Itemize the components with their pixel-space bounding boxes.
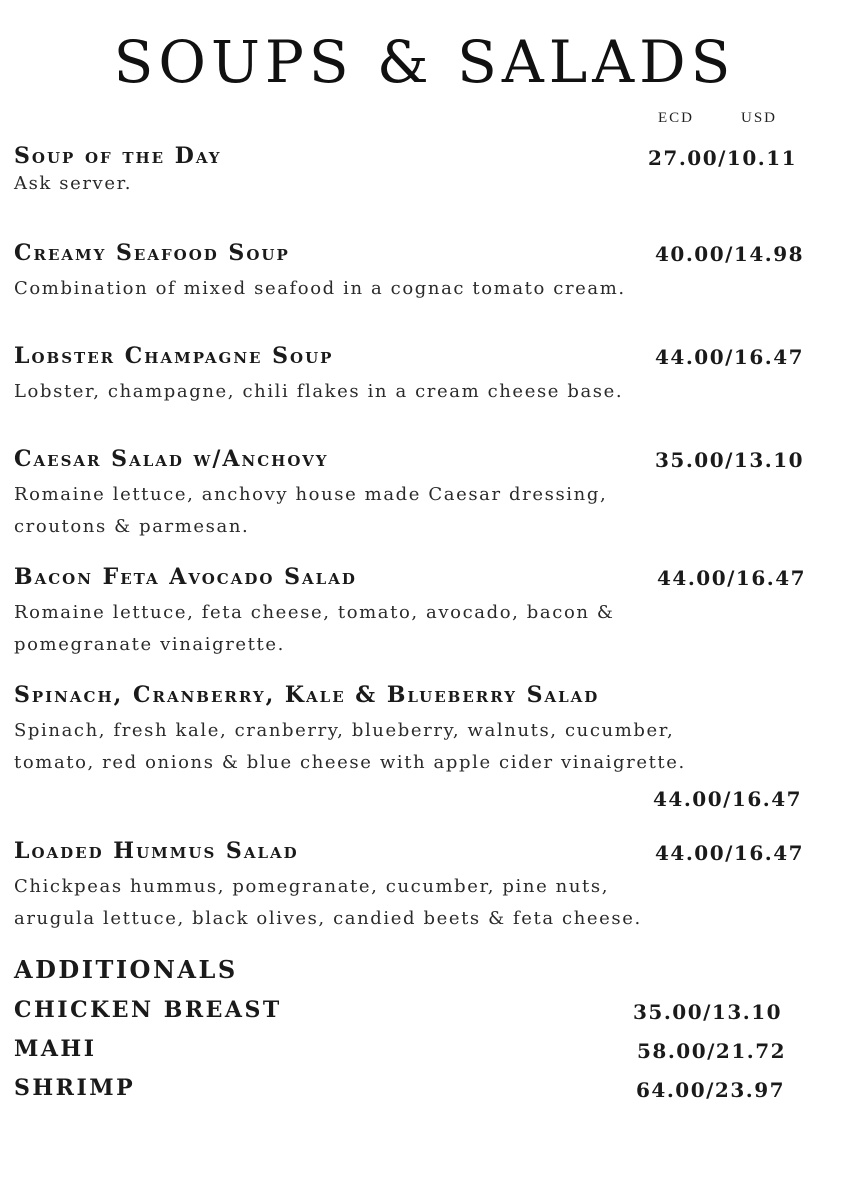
additional-item-name: SHRIMP [14,1075,136,1101]
page-title: SOUPS & SALADS [113,28,736,96]
menu-item-name: Creamy Seafood Soup [14,240,290,266]
menu-item-price: 27.00/10.11 [648,146,798,170]
menu-item-name: Spinach, Cranberry, Kale & Blueberry Salad [14,682,600,708]
menu-item-description: Spinach, fresh kale, cranberry, blueberry, walnuts, cucumber, [14,720,675,741]
menu-item-name: Soup of the Day [14,143,222,169]
additional-item-price: 64.00/23.97 [636,1078,786,1102]
additional-item-price: 58.00/21.72 [637,1039,787,1063]
menu-item-description: arugula lettuce, black olives, candied beets & feta cheese. [14,908,642,929]
menu-item-description: croutons & parmesan. [14,516,250,537]
menu-item-name: Bacon Feta Avocado Salad [14,564,357,590]
menu-item-price: 44.00/16.47 [653,787,803,811]
menu-item-name: Lobster Champagne Soup [14,343,334,369]
menu-item-price: 35.00/13.10 [655,448,805,472]
menu-item-description: Chickpeas hummus, pomegranate, cucumber, pine nuts, [14,876,610,897]
additional-item-name: CHICKEN BREAST [14,997,282,1023]
menu-item-description: Romaine lettuce, anchovy house made Caesar dressing, [14,484,608,505]
menu-item-description: Romaine lettuce, feta cheese, tomato, avocado, bacon & [14,602,615,623]
menu-item-description: Combination of mixed seafood in a cognac tomato cream. [14,278,626,299]
menu-item-description: pomegranate vinaigrette. [14,634,285,655]
additional-item-name: MAHI [14,1036,97,1062]
menu-item-price: 44.00/16.47 [655,345,805,369]
menu-item-price: 44.00/16.47 [657,566,807,590]
additional-item-price: 35.00/13.10 [633,1000,783,1024]
currency-label-ecd: ECD [658,110,694,126]
menu-item-description: Lobster, champagne, chili flakes in a cream cheese base. [14,381,624,402]
additionals-heading: ADDITIONALS [14,955,238,984]
menu-item-name: Loaded Hummus Salad [14,838,299,864]
menu-item-price: 44.00/16.47 [655,841,805,865]
currency-label-usd: USD [741,110,778,126]
menu-item-description: tomato, red onions & blue cheese with apple cider vinaigrette. [14,752,686,773]
menu-item-description: Ask server. [14,173,133,194]
menu-item-price: 40.00/14.98 [655,242,805,266]
menu-item-name: Caesar Salad w/Anchovy [14,446,329,472]
